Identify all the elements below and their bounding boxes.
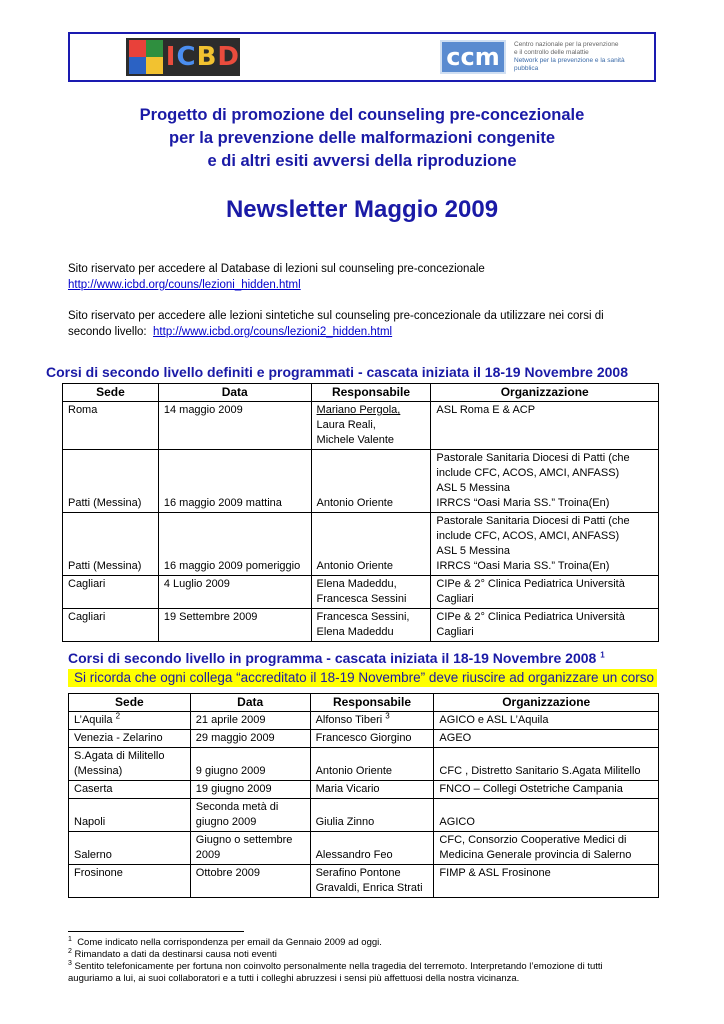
cell-line: ASL 5 Messina (436, 545, 510, 557)
intro-text-2a: Sito riservato per accedere alle lezioni sintetiche sul counseling pre-concezionale da utilizzare nei corsi di (68, 310, 604, 322)
cell-sede: Cagliari (63, 576, 159, 609)
cell-organizzazione (431, 513, 659, 576)
ccm-line-2: e il controllo delle malattie (514, 49, 589, 56)
cell-data: 21 aprile 2009 (190, 712, 310, 730)
cell-data: 19 giugno 2009 (190, 781, 310, 799)
ccm-logo: ccm (440, 40, 506, 74)
cell-line: Elena Madeddu (316, 626, 394, 638)
cell-line: Pastorale Sanitaria Diocesi di Patti (che (436, 452, 630, 464)
col-header-sede: Sede (69, 694, 191, 712)
section2-footnote-ref: 1 (600, 650, 605, 660)
cell-responsabile: Antonio Oriente (310, 748, 434, 781)
cell-organizzazione (431, 576, 659, 609)
cell-line: Antonio Oriente (316, 497, 393, 509)
project-title-line-1: Progetto di promozione del counseling pre-concezionale (139, 106, 585, 124)
ccm-line-1: Centro nazionale per la prevenzione (514, 41, 619, 48)
cell-line: CIPe & 2° Clinica Pediatrica Università (436, 578, 625, 590)
cell-line: ASL 5 Messina (436, 482, 510, 494)
cell-line: Pastorale Sanitaria Diocesi di Patti (che (436, 515, 630, 527)
ccm-description (514, 41, 650, 73)
cell-responsabile (311, 513, 431, 576)
table-row (63, 513, 659, 576)
cell-organizzazione (434, 712, 659, 730)
section2-title (68, 650, 605, 666)
cell-data: 16 maggio 2009 mattina (158, 450, 311, 513)
cell-sede: Napoli (69, 799, 191, 832)
col-header-responsabile: Responsabile (310, 694, 434, 712)
cell-sede: Caserta (69, 781, 191, 799)
lezioni2-link[interactable]: http://www.icbd.org/couns/lezioni2_hidden.html (153, 326, 393, 338)
cell-data: Seconda metà di giugno 2009 (190, 799, 310, 832)
table-row (63, 450, 659, 513)
cell-line: FNCO – Collegi Ostetriche Campania (439, 783, 623, 795)
section1-header-row (63, 384, 659, 402)
cell-responsabile: Francesco Giorgino (310, 730, 434, 748)
project-title-line-3: e di altri esiti avversi della riproduzione (207, 152, 517, 170)
cell-organizzazione (431, 609, 659, 642)
cell-data: 14 maggio 2009 (158, 402, 311, 450)
section2-table (68, 693, 659, 898)
col-header-data: Data (158, 384, 311, 402)
cell-sede: Patti (Messina) (63, 450, 159, 513)
cell-sede: Cagliari (63, 609, 159, 642)
table-row (63, 402, 659, 450)
icbd-logo-mark-icon (129, 40, 162, 74)
section1-title: Corsi di secondo livello definiti e programmati - cascata iniziata il 18-19 Novembre 2008 (46, 364, 628, 380)
footnote-separator (68, 931, 244, 932)
cell-data: 9 giugno 2009 (190, 748, 310, 781)
cell-line: CFC, Consorzio Cooperative Medici di (439, 834, 627, 846)
col-header-responsabile: Responsabile (311, 384, 431, 402)
cell-sede: Frosinone (69, 865, 191, 898)
cell-line: IRRCS “Oasi Maria SS.” Troina(En) (436, 497, 610, 509)
cell-organizzazione (434, 832, 659, 865)
cell-organizzazione (431, 450, 659, 513)
cell-organizzazione (434, 748, 659, 781)
table-row (69, 730, 659, 748)
cell-line: Medicina Generale provincia di Salerno (439, 849, 632, 861)
cell-responsabile (311, 402, 431, 450)
cell-responsabile: Serafino Pontone Gravaldi, Enrica Strati (310, 865, 434, 898)
cell-responsabile (311, 450, 431, 513)
cell-data: 4 Luglio 2009 (158, 576, 311, 609)
cell-line: AGICO (439, 816, 475, 828)
cell-sede: L’Aquila $^2$ (69, 712, 191, 730)
cell-line: Cagliari (436, 626, 474, 638)
cell-line: CFC , Distretto Sanitario S.Agata Militello (439, 765, 641, 777)
cell-line: Mariano Pergola, (316, 404, 401, 416)
cell-responsabile (311, 609, 431, 642)
cell-line: AGEO (439, 732, 472, 744)
table-row (69, 832, 659, 865)
cell-data: 19 Settembre 2009 (158, 609, 311, 642)
table-row (69, 712, 659, 730)
table-row (63, 609, 659, 642)
cell-line: Antonio Oriente (316, 560, 393, 572)
icbd-logo (126, 38, 240, 76)
cell-line: ASL Roma E & ACP (436, 404, 536, 416)
cell-data: Ottobre 2009 (190, 865, 310, 898)
intro-text-2b: secondo livello: (68, 326, 147, 338)
table-row (69, 781, 659, 799)
cell-sede: Roma (63, 402, 159, 450)
cell-organizzazione (434, 730, 659, 748)
cell-line: FIMP & ASL Frosinone (439, 867, 551, 879)
cell-line: Francesca Sessini (316, 593, 407, 605)
cell-line: AGICO e ASL L’Aquila (439, 714, 549, 726)
cell-organizzazione (434, 865, 659, 898)
footnote-2: $^2$ Rimandato a dati da destinarsi causa noti eventi (68, 947, 277, 960)
cell-line: include CFC, ACOS, AMCI, ANFASS) (436, 530, 620, 542)
project-title-line-2: per la prevenzione delle malformazioni congenite (168, 129, 555, 147)
cell-line: IRRCS “Oasi Maria SS.” Troina(En) (436, 560, 610, 572)
footnote-1: $^1$ Come indicato nella corrispondenza per email da Gennaio 2009 ad oggi. (68, 935, 382, 948)
col-header-organizzazione: Organizzazione (434, 694, 659, 712)
footnote-3: $^3$ Sentito telefonicamente per fortuna non coinvolto personalmente nella tragedia del terremoto. Interpretando l’emozione di tutti (68, 959, 603, 972)
table-row (63, 576, 659, 609)
section2-title-text: Corsi di secondo livello in programma - cascata iniziata il 18-19 Novembre 2008 (68, 650, 597, 666)
cell-line: include CFC, ACOS, AMCI, ANFASS) (436, 467, 620, 479)
header-banner (68, 32, 656, 82)
col-header-sede: Sede (63, 384, 159, 402)
cell-organizzazione (434, 781, 659, 799)
cell-line: Michele Valente (316, 434, 394, 446)
cell-responsabile: Giulia Zinno (310, 799, 434, 832)
cell-organizzazione (434, 799, 659, 832)
col-header-data: Data (190, 694, 310, 712)
cell-data: 16 maggio 2009 pomeriggio (158, 513, 311, 576)
project-title (0, 104, 724, 173)
table-row (69, 799, 659, 832)
cell-responsabile: Alessandro Feo (310, 832, 434, 865)
footnote-3-cont: auguriamo a lui, ai suoi collaboratori e a tutti i colleghi abruzzesi i sensi più affettuosi della nostra vicinanza. (68, 973, 520, 984)
cell-responsabile (311, 576, 431, 609)
intro-paragraph-1 (68, 261, 658, 293)
cell-sede: Venezia - Zelarino (69, 730, 191, 748)
newsletter-title: Newsletter Maggio 2009 (225, 196, 499, 223)
cell-line: Francesca Sessini, (316, 611, 410, 623)
cell-responsabile: Maria Vicario (310, 781, 434, 799)
cell-sede: Patti (Messina) (63, 513, 159, 576)
section1-table (62, 383, 659, 642)
cell-data: 29 maggio 2009 (190, 730, 310, 748)
cell-line: CIPe & 2° Clinica Pediatrica Università (436, 611, 625, 623)
icbd-logo-text: ICBD (165, 42, 240, 72)
ccm-line-3: Network per la prevenzione e la sanità pubblica (514, 57, 625, 72)
reminder-highlight: Si ricorda che ogni collega “accreditato il 18-19 Novembre” deve riuscire ad organizzare un corso (68, 669, 657, 687)
intro-paragraph-2 (68, 308, 658, 340)
lezioni-link[interactable]: http://www.icbd.org/couns/lezioni_hidden.html (68, 279, 301, 291)
footnotes (68, 937, 658, 985)
table-row (69, 748, 659, 781)
col-header-organizzazione: Organizzazione (431, 384, 659, 402)
cell-data: Giugno o settembre 2009 (190, 832, 310, 865)
cell-line: Laura Reali, (316, 419, 376, 431)
cell-sede: Salerno (69, 832, 191, 865)
intro-text-1: Sito riservato per accedere al Database di lezioni sul counseling pre-concezionale (68, 263, 485, 275)
section2-header-row (69, 694, 659, 712)
table-row (69, 865, 659, 898)
cell-sede: S.Agata di Militello (Messina) (69, 748, 191, 781)
cell-responsabile: Alfonso Tiberi $^3$ (310, 712, 434, 730)
cell-organizzazione (431, 402, 659, 450)
cell-line: Cagliari (436, 593, 474, 605)
cell-line: Elena Madeddu, (316, 578, 397, 590)
